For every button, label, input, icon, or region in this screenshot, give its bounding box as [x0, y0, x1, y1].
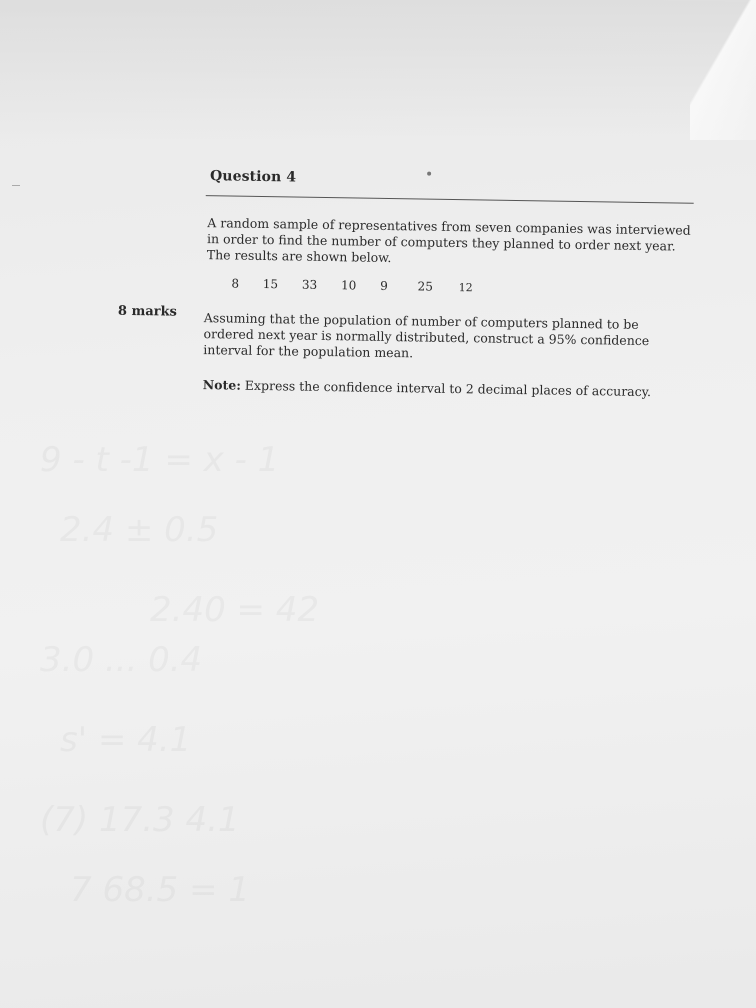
data-value: 8	[231, 276, 240, 291]
data-value: 33	[301, 277, 318, 292]
question-note	[203, 377, 693, 401]
ink-dot	[427, 172, 431, 176]
data-value: 15	[262, 277, 279, 292]
data-value: 10	[340, 278, 357, 293]
data-values-row	[231, 277, 473, 295]
note-text: Express the confidence interval to 2 decimal places of accuracy.	[244, 377, 652, 400]
data-value: 9	[380, 278, 388, 293]
question-intro: A random sample of representatives from seven companies was interviewed in order to find the number of computers they planned to order next year. The results are shown below.	[206, 215, 691, 266]
question-task: Assuming that the population of number of computers planned to be ordered next year is normally distributed, construct a 95% confidence interval for the population mean.	[203, 310, 650, 361]
marks-label: 8 marks	[117, 303, 177, 320]
title-divider	[206, 195, 694, 204]
data-value: 12	[458, 281, 473, 295]
question-title: Question 4	[209, 168, 297, 186]
data-value: 25	[417, 279, 434, 294]
note-label: Note:	[202, 377, 242, 393]
